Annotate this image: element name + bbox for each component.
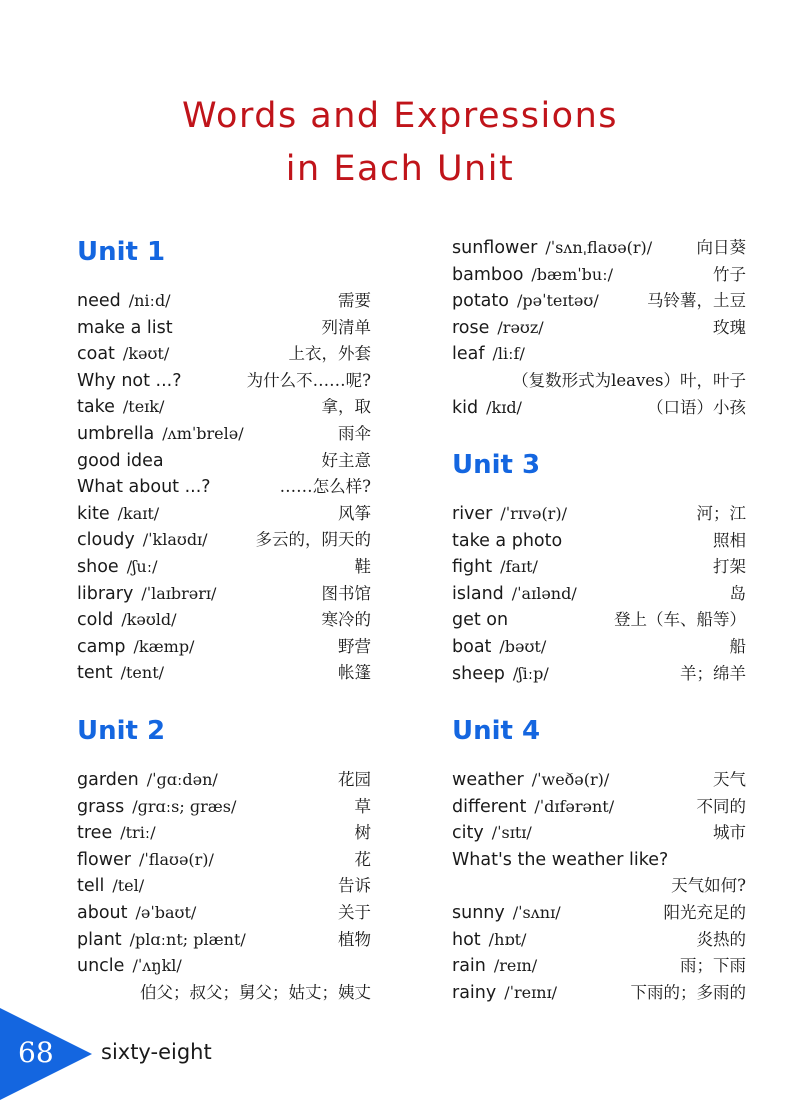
vocab-phonetic: /ʌmˈbrelə/ [162, 423, 244, 443]
vocab-entry [77, 847, 371, 874]
vocab-entry [452, 607, 746, 634]
vocab-phonetic: /niːd/ [128, 291, 171, 310]
vocab-word-text: uncle [77, 956, 125, 977]
vocab-entry [77, 794, 371, 821]
vocab-word-text: get on [452, 610, 509, 631]
vocab-word-text: umbrella [77, 423, 155, 444]
vocab-word [452, 262, 613, 289]
vocab-phonetic: /ˈklaʊdɪ/ [142, 530, 208, 550]
vocab-word [77, 501, 159, 528]
vocab-meaning: 天气如何? [671, 876, 746, 896]
vocab-meaning: 玫瑰 [713, 317, 746, 337]
vocab-phonetic: /ˈrɪvə(r)/ [500, 504, 567, 523]
vocab-word-text: leaf [452, 344, 485, 365]
vocab-word [77, 315, 173, 342]
unit-4-word-list [452, 767, 746, 1006]
vocab-word-text: rainy [452, 982, 497, 1003]
vocab-phonetic: /bæmˈbuː/ [531, 264, 613, 284]
vocab-word [452, 528, 562, 555]
vocab-entry [452, 288, 746, 315]
vocab-entry [77, 980, 371, 1007]
vocab-phonetic: /kɪd/ [486, 397, 522, 417]
vocab-word-text: tree [77, 823, 113, 844]
vocab-word-text: cloudy [77, 530, 135, 551]
vocab-phonetic: /kəʊld/ [121, 610, 177, 630]
vocab-meaning: 下雨的；多雨的 [630, 982, 746, 1002]
vocab-phonetic: /teɪk/ [122, 397, 165, 417]
vocab-meaning: 竹子 [713, 264, 746, 284]
vocab-meaning: 伯父；叔父；舅父；姑丈；姨丈 [140, 982, 371, 1002]
vocab-word-text: Why not ...? [77, 370, 182, 391]
vocab-entry [77, 581, 371, 608]
vocab-meaning: 花 [354, 849, 371, 869]
vocab-entry [77, 767, 371, 794]
vocab-entry [77, 394, 371, 421]
vocab-meaning: 照相 [713, 530, 746, 550]
vocab-entry [77, 660, 371, 687]
vocab-entry [77, 501, 371, 528]
vocab-meaning: 雨；下雨 [680, 956, 746, 976]
vocab-phonetic: /ˈsʌnˌflaʊə(r)/ [545, 238, 653, 257]
vocab-phonetic: /ˈweðə(r)/ [531, 770, 610, 789]
vocab-entry [452, 873, 746, 900]
vocab-meaning: 多云的，阴天的 [255, 530, 371, 550]
vocab-word-text: need [77, 291, 121, 311]
vocab-meaning: 岛 [729, 583, 746, 603]
vocab-entry [452, 767, 746, 794]
vocab-word-text: What about ...? [77, 477, 211, 498]
vocab-word [452, 794, 614, 821]
vocab-entry [452, 501, 746, 528]
vocab-word-text: weather [452, 770, 524, 790]
vocab-entry [77, 927, 371, 954]
vocab-meaning: 鞋 [354, 556, 371, 576]
vocab-word-text: bamboo [452, 264, 524, 285]
vocab-word-text: sheep [452, 663, 505, 684]
vocab-meaning: 河；江 [696, 504, 746, 523]
vocab-phonetic: /ˈdɪfərənt/ [534, 796, 615, 816]
vocab-phonetic: /ˈsʌnɪ/ [512, 902, 561, 922]
vocab-word-text: kite [77, 503, 110, 524]
vocab-word [77, 554, 158, 581]
vocab-word [452, 315, 544, 342]
vocab-meaning: 炎热的 [696, 929, 746, 949]
vocab-word-text: tell [77, 876, 105, 897]
vocab-meaning: 好主意 [321, 450, 371, 470]
vocab-word [452, 235, 652, 262]
vocab-entry [452, 661, 746, 688]
vocab-meaning: 为什么不……呢? [246, 370, 371, 390]
vocab-entry [77, 873, 371, 900]
vocab-word [77, 847, 214, 874]
vocab-entry [452, 927, 746, 954]
vocab-word [452, 501, 567, 528]
vocab-entry [77, 315, 371, 342]
vocab-meaning: 城市 [713, 823, 746, 843]
vocab-phonetic: /tent/ [120, 663, 165, 683]
vocab-phonetic: /reɪn/ [493, 956, 538, 976]
vocab-entry [452, 528, 746, 555]
vocab-meaning: 登上（车、船等） [614, 610, 746, 630]
vocab-word [77, 448, 164, 475]
vocab-meaning: 不同的 [696, 796, 746, 816]
vocab-word [77, 953, 182, 980]
vocab-word [452, 581, 577, 608]
vocab-phonetic: /triː/ [120, 823, 156, 843]
vocab-meaning: ……怎么样? [279, 477, 371, 497]
unit-4-heading: Unit 4 [452, 716, 541, 746]
vocab-word [77, 341, 169, 368]
vocab-word-text: rain [452, 956, 486, 977]
vocab-entry [77, 953, 371, 980]
vocab-word [77, 660, 164, 687]
vocab-phonetic: /rəʊz/ [497, 317, 544, 337]
vocab-word-text: good idea [77, 450, 164, 471]
vocab-word [452, 927, 526, 954]
vocab-meaning: 植物 [338, 929, 371, 949]
unit-1-heading: Unit 1 [77, 237, 166, 267]
vocab-meaning: 关于 [338, 902, 371, 922]
vocab-word-text: library [77, 583, 134, 604]
vocab-word [77, 474, 211, 501]
vocab-word [77, 634, 194, 661]
vocab-entry [77, 368, 371, 395]
vocab-word [452, 847, 668, 874]
vocab-meaning: 寒冷的 [321, 610, 371, 630]
vocab-meaning: （口语）小孩 [647, 397, 746, 417]
unit-1-word-list [77, 288, 371, 687]
vocab-entry [452, 554, 746, 581]
vocab-meaning: 野营 [338, 636, 371, 656]
vocab-entry [452, 368, 746, 395]
vocab-word-text: sunny [452, 902, 505, 923]
vocab-word [452, 554, 538, 581]
vocab-word-text: flower [77, 849, 132, 870]
vocab-phonetic: /plɑːnt; plænt/ [129, 929, 246, 949]
vocab-word-text: plant [77, 929, 122, 950]
vocab-meaning: 帐篷 [338, 663, 371, 683]
vocab-word [452, 395, 522, 422]
vocab-meaning: 需要 [338, 291, 371, 310]
vocab-meaning: （复数形式为leaves）叶，叶子 [512, 370, 746, 390]
vocab-word [77, 794, 236, 821]
vocab-meaning: 草 [354, 796, 371, 816]
vocab-word [77, 900, 196, 927]
vocab-word-text: island [452, 583, 504, 604]
vocab-word [452, 900, 561, 927]
vocab-phonetic: /ʃiːp/ [512, 663, 549, 683]
vocab-word [77, 767, 218, 794]
vocab-phonetic: /ˈflaʊə(r)/ [139, 849, 214, 869]
vocab-phonetic: /ˈɡɑːdən/ [146, 770, 218, 789]
vocab-word [452, 661, 549, 688]
vocab-word-text: rose [452, 317, 490, 338]
vocab-phonetic: /tel/ [112, 876, 145, 896]
vocab-meaning: 风筝 [338, 503, 371, 523]
vocab-meaning: 上衣，外套 [288, 344, 371, 364]
vocab-entry [77, 421, 371, 448]
unit-2-word-list [77, 767, 371, 1006]
vocab-word [77, 581, 216, 608]
vocab-word-text: take [77, 397, 115, 418]
vocab-entry [77, 474, 371, 501]
vocab-phonetic: /ʃuː/ [126, 556, 158, 576]
vocab-phonetic: /faɪt/ [500, 557, 538, 577]
unit-3-word-list [452, 501, 746, 687]
vocab-phonetic: /kəʊt/ [122, 344, 170, 364]
vocab-word [77, 820, 156, 847]
vocab-word-text: grass [77, 796, 125, 817]
vocab-entry [452, 820, 746, 847]
vocab-phonetic: /ɡrɑːs; ɡræs/ [132, 796, 237, 816]
vocab-entry [452, 581, 746, 608]
vocab-meaning: 花园 [338, 770, 371, 789]
vocab-entry [452, 953, 746, 980]
vocab-phonetic: /bəʊt/ [499, 636, 547, 656]
vocab-entry [77, 341, 371, 368]
vocab-word-text: camp [77, 636, 126, 657]
vocab-entry [452, 980, 746, 1007]
vocab-meaning: 拿，取 [321, 397, 371, 417]
vocab-word-text: make a list [77, 317, 173, 338]
vocab-entry [77, 527, 371, 554]
vocab-entry [452, 262, 746, 289]
vocab-meaning: 告诉 [338, 876, 371, 896]
vocab-word-text: fight [452, 557, 493, 578]
vocab-phonetic: /kæmp/ [133, 636, 195, 656]
vocab-meaning: 阳光充足的 [663, 902, 746, 922]
vocab-word-text: shoe [77, 556, 119, 577]
vocab-word-text: What's the weather like? [452, 849, 669, 870]
vocab-word [452, 820, 532, 847]
vocab-word-text: tent [77, 663, 113, 684]
vocab-word [452, 953, 537, 980]
vocab-phonetic: /liːf/ [492, 344, 525, 364]
vocab-word-text: city [452, 823, 484, 844]
vocab-word [452, 341, 525, 368]
vocab-word-text: garden [77, 770, 139, 790]
vocab-entry [77, 820, 371, 847]
page-title-line-1: Words and Expressions [181, 96, 619, 136]
vocab-entry [77, 448, 371, 475]
vocab-word [77, 288, 171, 315]
vocab-entry [452, 634, 746, 661]
unit-2-heading: Unit 2 [77, 716, 166, 746]
vocab-entry [452, 395, 746, 422]
vocab-entry [452, 341, 746, 368]
vocab-phonetic: /hɒt/ [488, 929, 527, 949]
vocab-word-text: coat [77, 344, 115, 365]
vocab-word [77, 873, 144, 900]
vocab-entry [77, 288, 371, 315]
vocab-meaning: 打架 [713, 557, 746, 577]
vocab-word [452, 767, 609, 794]
vocab-word [77, 927, 246, 954]
vocab-word-text: potato [452, 291, 509, 312]
vocab-word [452, 634, 546, 661]
vocab-phonetic: /ˈʌŋkl/ [132, 956, 182, 976]
vocab-meaning: 向日葵 [696, 238, 746, 257]
vocab-word [77, 394, 164, 421]
vocab-word-text: take a photo [452, 530, 563, 551]
vocab-entry [452, 315, 746, 342]
vocab-entry [77, 554, 371, 581]
vocab-meaning: 雨伞 [338, 423, 371, 443]
vocab-entry [77, 634, 371, 661]
vocab-word-text: about [77, 902, 128, 923]
vocab-entry [77, 607, 371, 634]
vocab-word [77, 607, 177, 634]
vocab-phonetic: /ˈlaɪbrərɪ/ [141, 583, 217, 603]
vocab-phonetic: /pəˈteɪtəʊ/ [516, 291, 599, 311]
vocab-word-text: cold [77, 610, 114, 631]
vocab-meaning: 天气 [713, 770, 746, 789]
vocab-word-text: kid [452, 397, 479, 418]
vocab-word [77, 368, 182, 395]
vocab-word [452, 607, 508, 634]
vocab-entry [77, 900, 371, 927]
page-title-line-2: in Each Unit [285, 149, 515, 189]
vocab-word-text: different [452, 796, 527, 817]
vocab-word [77, 527, 208, 554]
vocab-meaning: 树 [354, 823, 371, 843]
vocab-word-text: hot [452, 929, 481, 950]
vocab-entry [452, 900, 746, 927]
vocab-meaning: 船 [729, 636, 746, 656]
vocab-word-text: sunflower [452, 238, 538, 258]
page-number: 68 [18, 1036, 54, 1069]
vocab-phonetic: /ˈsɪtɪ/ [491, 823, 532, 843]
vocab-meaning: 图书馆 [321, 583, 371, 603]
vocab-phonetic: /ˈaɪlənd/ [511, 583, 577, 603]
vocab-phonetic: /kaɪt/ [117, 503, 160, 523]
vocab-word-text: boat [452, 636, 492, 657]
vocab-word [452, 288, 599, 315]
vocab-meaning: 羊；绵羊 [680, 663, 746, 683]
vocab-word [77, 421, 244, 448]
vocab-meaning: 列清单 [321, 317, 371, 337]
vocab-entry [452, 847, 746, 874]
vocab-phonetic: /əˈbaʊt/ [135, 902, 197, 922]
vocab-word [452, 980, 557, 1007]
vocab-phonetic: /ˈreɪnɪ/ [504, 982, 558, 1002]
vocab-word-text: river [452, 504, 493, 524]
page-number-words: sixty-eight [101, 1040, 212, 1064]
unit-3-heading: Unit 3 [452, 450, 541, 480]
unit-2-continued-word-list [452, 235, 746, 421]
vocab-entry [452, 794, 746, 821]
vocab-meaning: 马铃薯，土豆 [647, 291, 746, 311]
vocab-entry [452, 235, 746, 262]
